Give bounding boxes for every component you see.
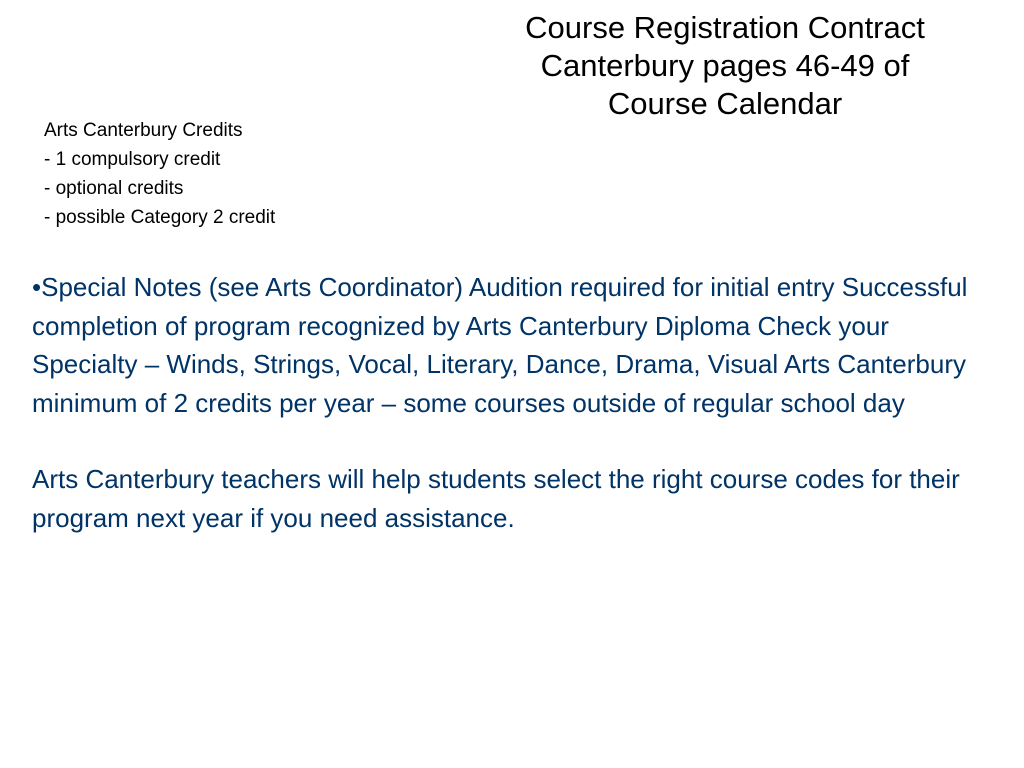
special-notes-paragraph bbox=[32, 268, 992, 422]
title-line-3: Course Calendar bbox=[607, 86, 843, 121]
special-notes-text: Special Notes (see Arts Coordinator) Audition required for initial entry Successful completion of program recognized by Arts Canterbury Diploma Check your Specialty – Winds, Strings, Vocal, Literary, Dance, Drama, Visual Arts Canterbury minimum of 2 credits per year – some courses outside of regular school day bbox=[32, 272, 968, 418]
credits-heading: Arts Canterbury Credits bbox=[44, 120, 243, 141]
title-line-1: Course Registration Contract bbox=[525, 10, 925, 45]
special-notes-section bbox=[32, 268, 992, 537]
slide-title bbox=[470, 9, 980, 123]
credits-item: - optional credits bbox=[44, 178, 184, 199]
assistance-paragraph: Arts Canterbury teachers will help students select the right course codes for their program next year if you need assistance. bbox=[32, 464, 960, 533]
credits-item: - possible Category 2 credit bbox=[44, 207, 276, 228]
credits-item: - 1 compulsory credit bbox=[44, 149, 221, 170]
paragraph-spacer bbox=[32, 422, 992, 460]
credits-list bbox=[44, 116, 444, 232]
title-line-2: Canterbury pages 46-49 of bbox=[540, 48, 910, 83]
bullet-marker: • bbox=[32, 272, 42, 302]
